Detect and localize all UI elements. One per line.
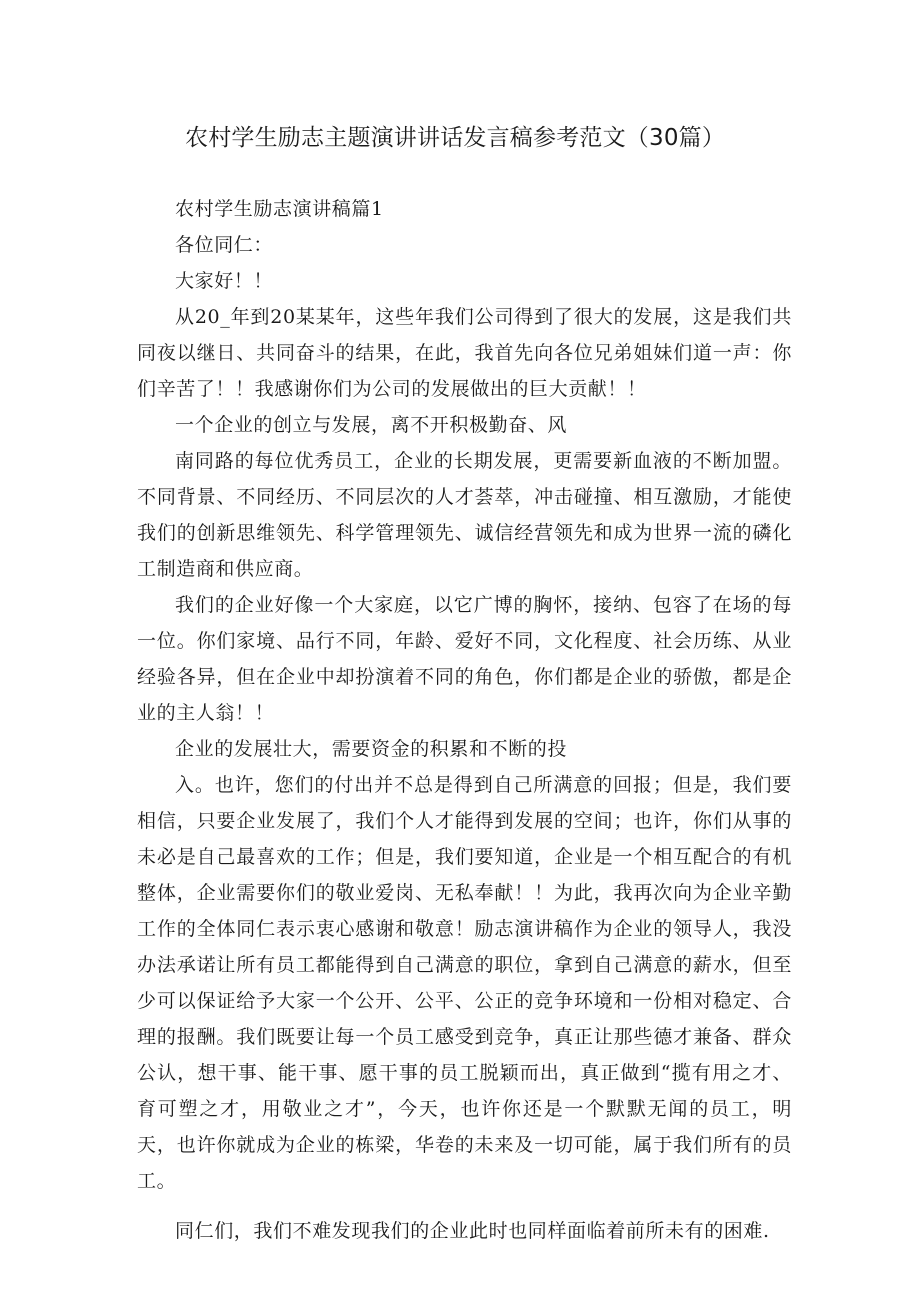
document-title: 农村学生励志主题演讲讲话发言稿参考范文（30篇） [185, 125, 726, 151]
paragraph: 南同路的每位优秀员工，企业的长期发展，更需要新血液的不断加盟。不同背景、不同经历、不同层次的人才荟萃，冲击碰撞、相互激励，才能使我们的创新思维领先、科学管理领先、诚信经营领先和成为世界一流的磷化工制造商和供应商。 [137, 450, 792, 580]
paragraph: 同仁们，我们不难发现我们的企业此时也同样面临着前所未有的困难. [175, 1220, 770, 1242]
paragraph: 从20_年到20某某年，这些年我们公司得到了很大的发展，这是我们共同夜以继日、共同奋斗的结果，在此，我首先向各位兄弟姐妹们道一声：你们辛苦了！！我感谢你们为公司的发展做出的巨大贡献！！ [137, 306, 792, 400]
paragraph: 入。也许，您们的付出并不总是得到自己所满意的回报；但是，我们要相信，只要企业发展了，我们个人才能得到发展的空间；也许，你们从事的未必是自己最喜欢的工作；但是，我们要知道，企业是一个相互配合的有机整体，企业需要你们的敬业爱岗、无私奉献！！为此，我再次向为企业辛勤工作的全体同仁表示衷心感谢和敬意！励志演讲稿作为企业的领导人，我没办法承诺让所有员工都能得到自己满意的职位，拿到自己满意的薪水，但至少可以保证给予大家一个公开、公平、公正的竞争环境和一份相对稳定、合理的报酬。我们既要让每一个员工感受到竞争，真正让那些德才兼备、群众公认，想干事、能干事、愿干事的员工脱颖而出，真正做到“揽有用之才、育可塑之才，用敬业之才”，今天，也许你还是一个默默无闻的员工，明天，也许你就成为企业的栋梁，华卷的未来及一切可能，属于我们所有的员工。 [137, 774, 792, 1192]
speech-heading: 农村学生励志演讲稿篇1 [175, 198, 384, 220]
paragraph: 我们的企业好像一个大家庭，以它广博的胸怀，接纳、包容了在场的每一位。你们家境、品行不同，年龄、爱好不同，文化程度、社会历练、从业经验各异，但在企业中却扮演着不同的角色，你们都是企业的骄傲，都是企业的主人翁！！ [137, 594, 792, 724]
salutation: 各位同仁： [175, 234, 274, 256]
greeting: 大家好！！ [175, 270, 274, 292]
document-body [137, 191, 792, 1249]
paragraph: 企业的发展壮大，需要资金的积累和不断的投 [175, 738, 568, 760]
paragraph: 一个企业的创立与发展，离不开积极勤奋、风 [175, 414, 568, 436]
